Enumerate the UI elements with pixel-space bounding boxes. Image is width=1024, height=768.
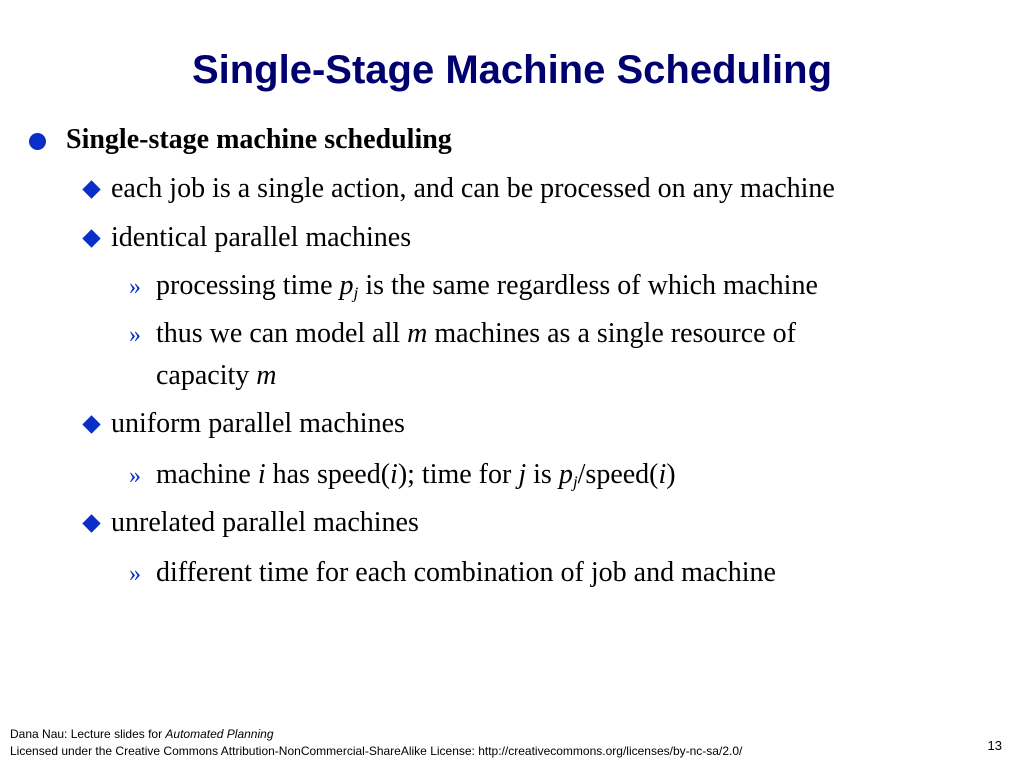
bullet-l3-text [156,316,796,352]
text-run: machines as a single resource of [427,318,796,349]
bullet-l1-text: Single-stage machine scheduling [66,124,452,155]
bullet-diamond-icon [82,180,100,198]
footer-license: Licensed under the Creative Commons Attribution-NonCommercial-ShareAlike License: http://creativecommons.org/licenses/by-nc-sa/2.0/ [10,744,743,758]
bullet-diamond-icon [82,514,100,532]
bullet-diamond-icon [82,415,100,433]
bullet-diamond-icon [82,229,100,247]
bullet-l2-text: uniform parallel machines [111,408,405,439]
math-i: i [658,459,667,490]
footer-credit [10,726,274,742]
slide-title: Single-Stage Machine Scheduling [191,48,833,92]
text-run: processing time [156,270,340,301]
footer-book-title: Automated Planning [165,727,274,741]
bullet-raquo-icon: » [129,463,141,489]
text-run: thus we can model all [156,318,408,349]
bullet-raquo-icon: » [129,322,141,348]
text-run: is [526,459,559,490]
bullet-l2-text: identical parallel machines [111,222,412,253]
bullet-raquo-icon: » [129,561,141,587]
text-run: is the same regardless of which machine [358,270,818,301]
math-m: m [407,318,428,349]
bullet-l3-text [156,457,676,500]
bullet-l3-text [156,268,818,311]
math-sub-j: j [353,283,359,303]
bullet-l2-text: unrelated parallel machines [111,507,419,538]
bullet-raquo-icon: » [129,274,141,300]
bullet-l3-text-continued [156,358,277,394]
math-sub-j: j [572,472,578,492]
math-i: i [257,459,266,490]
text-run: capacity [156,360,257,391]
math-p: p [339,270,354,301]
math-m: m [256,360,277,391]
text-run: /speed( [577,459,659,490]
bullet-dot-icon [29,133,46,150]
bullet-l2-text: each job is a single action, and can be processed on any machine [111,173,835,204]
text-run: machine [156,459,258,490]
text-run: ) [666,459,676,490]
math-j: j [518,459,527,490]
page-number: 13 [987,738,1002,753]
bullet-l3-text: different time for each combination of job and machine [156,557,776,588]
text-run: has speed( [265,459,391,490]
text-run: ); time for [397,459,519,490]
footer-credit-prefix: Dana Nau: Lecture slides for [10,727,166,741]
math-i: i [390,459,398,490]
math-p: p [558,459,573,490]
